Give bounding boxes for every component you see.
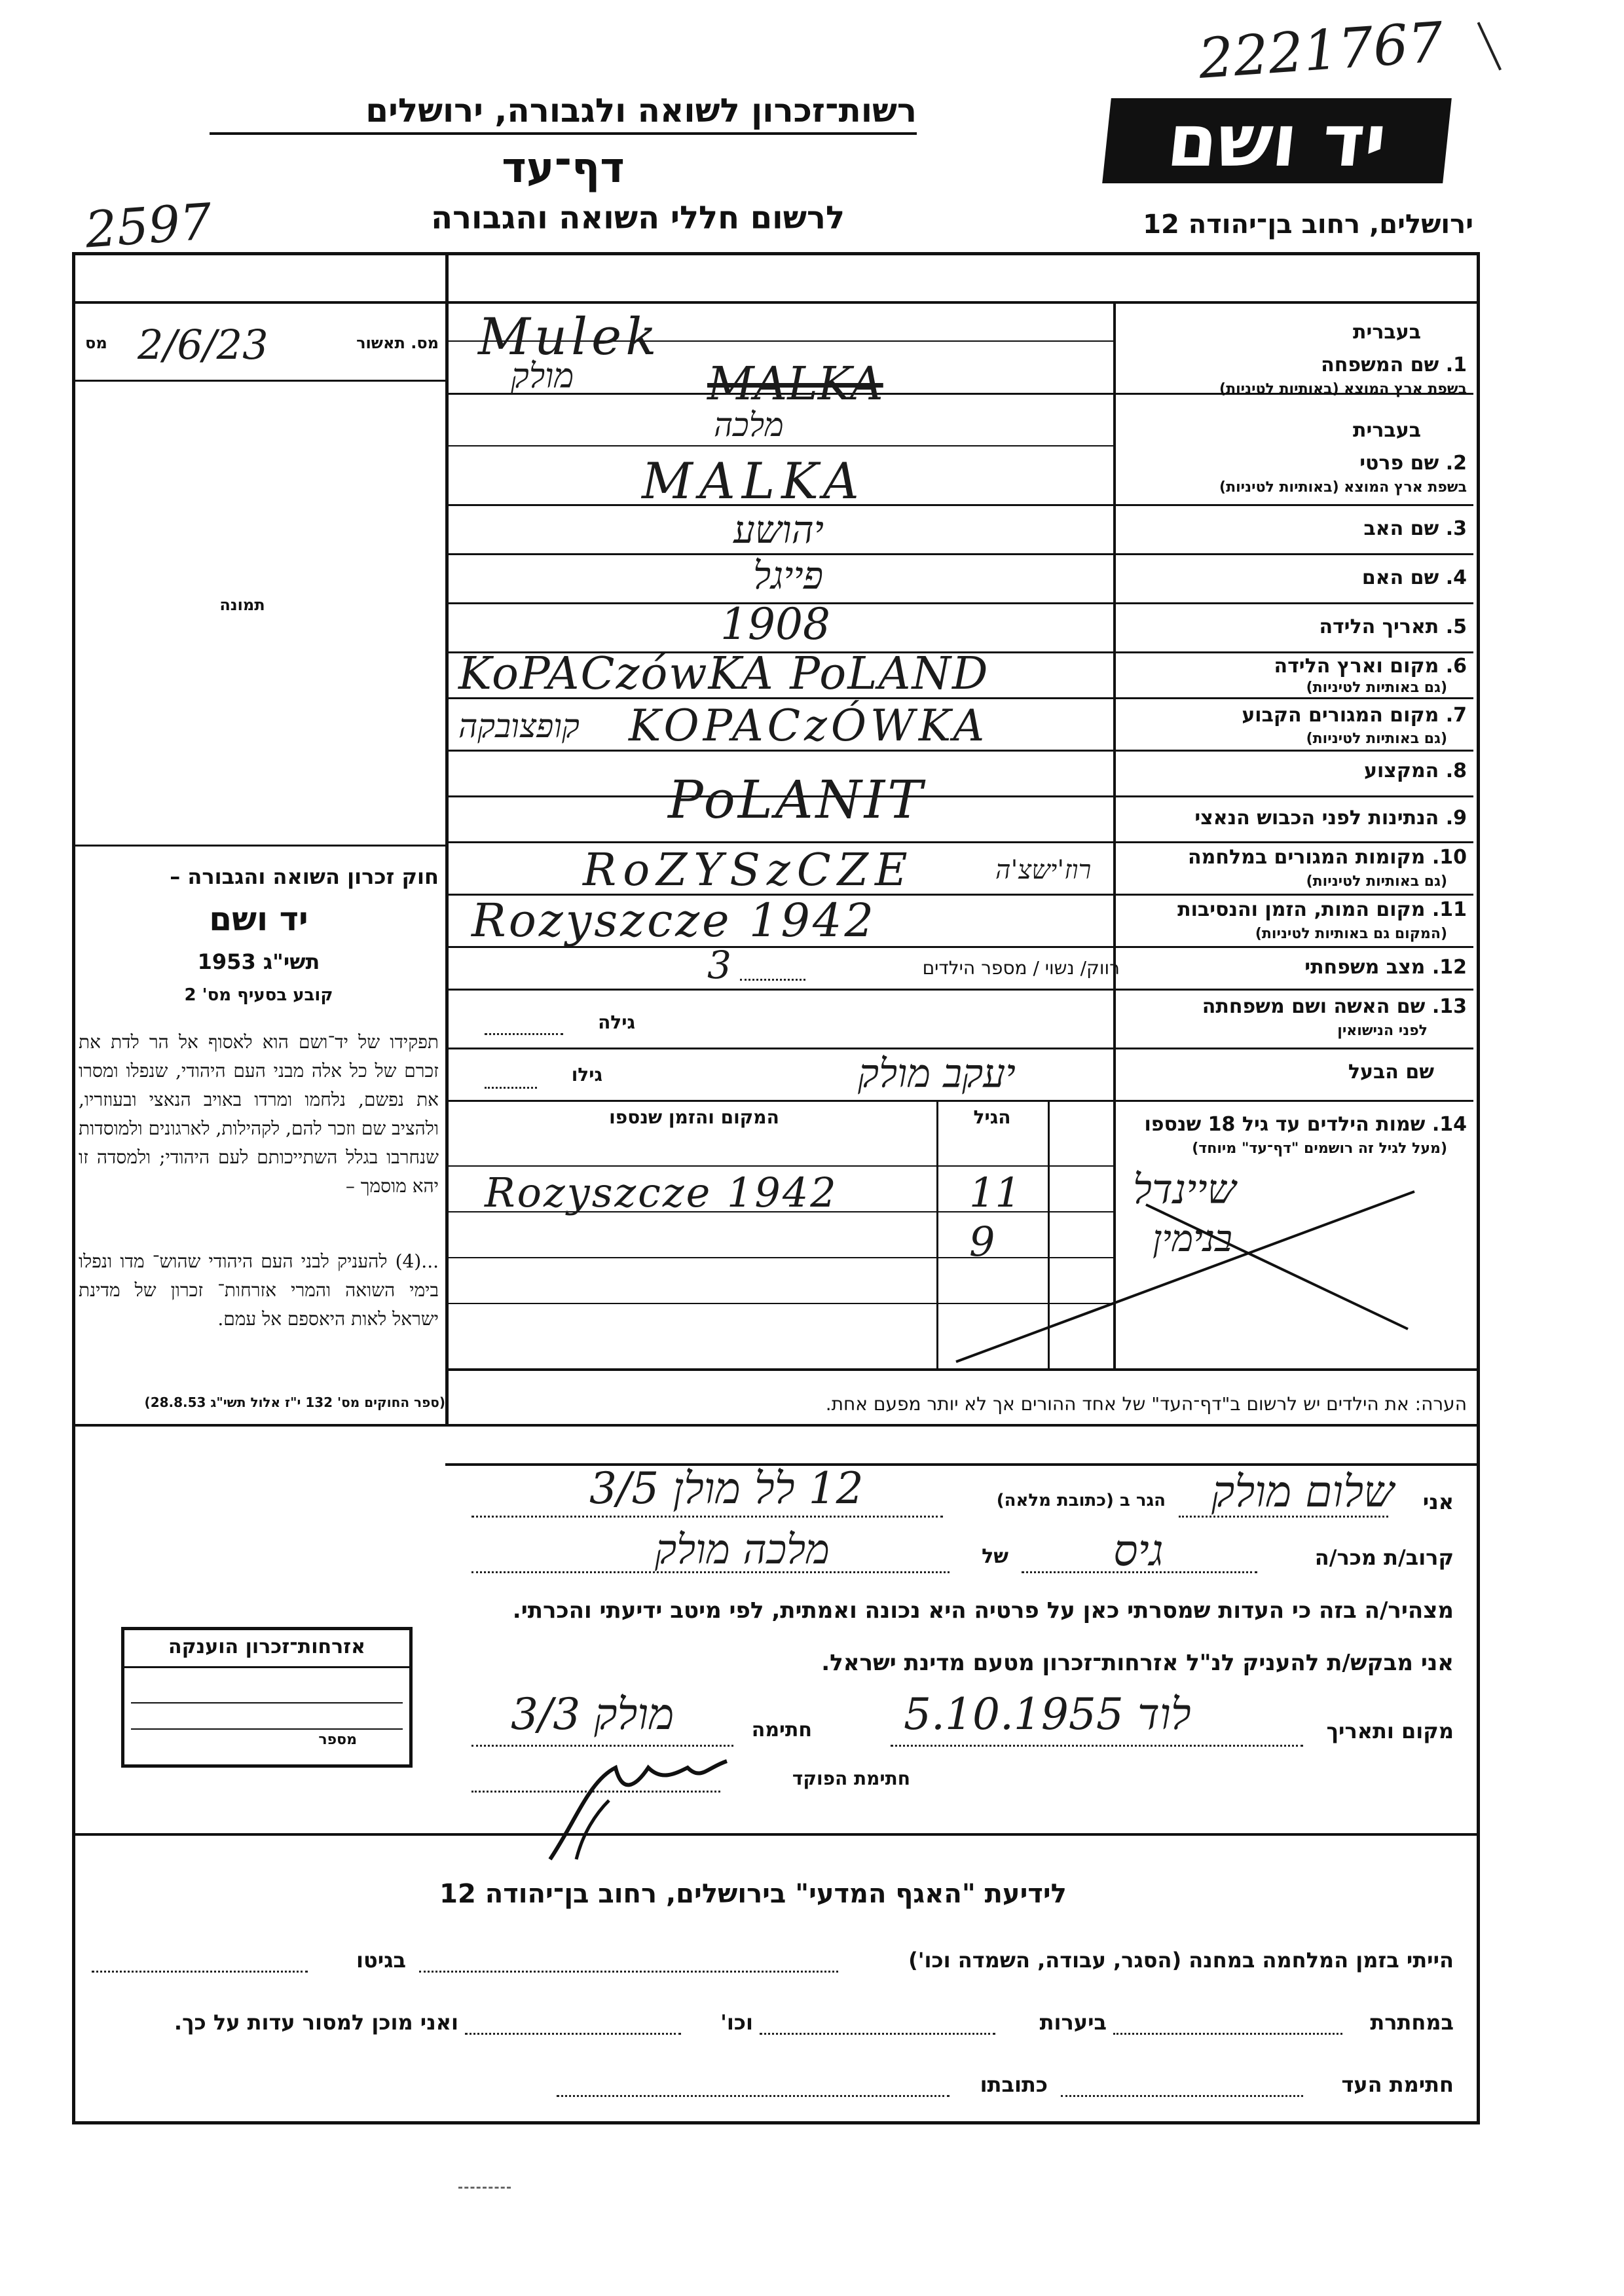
field-11-label: 11. מקום המות, הזמן והנסיבות (1177, 898, 1467, 921)
footer-witness-signature: חתימת העד (1341, 2072, 1454, 2097)
form-subtitle: לרשום חללי השואה והגבורה (431, 200, 845, 236)
field-10-value-hebrew: רוז'ישצ'ה (995, 855, 1092, 885)
ref-number-row (85, 321, 439, 373)
citizenship-box (121, 1627, 413, 1768)
corner-mark (1477, 8, 1532, 70)
field-2-value-hebrew: מלכה (714, 406, 784, 444)
field-12-label: 12. מצב משפחתי (1304, 956, 1467, 979)
field-2-label: 2. שם פרטי (1359, 452, 1467, 475)
child-1-place: Rozyszcze 1942 (485, 1169, 838, 1216)
footer-etc: וכו' (720, 2010, 753, 2035)
bottom-mark (458, 2187, 511, 2189)
field-4-value: פייגל (753, 553, 824, 598)
law-text: תפקידו של יד־ושם הוא לאסוף אל הר לדת את זכרם של כל אלה מבני העם היהודי, שנפלו ומסרו את נפשם, נלחמו ומרדו באויב הנאצי ובעוזריו, ולהציב שם וזכר להם, לקהילות, לארגונים ולמוסדות שנחרבו בגלל השתייכותם לעם היהודי; ולמסדה זו יהא מוסמך – (79, 1031, 439, 1197)
field-7-value-latin: KOPACzÓWKA (629, 701, 989, 751)
husband-age-label: גילו (571, 1064, 602, 1085)
field-13-label: 13. שם האשה ושם משפחתה (1202, 995, 1467, 1018)
footer-underground: במחתרת (1370, 2010, 1454, 2035)
officer-signature-label: חתימת הפוקד (792, 1768, 910, 1789)
decl-relation-label: קרוב/ת מכר/ה (1314, 1545, 1454, 1570)
officer-signature-scribble (537, 1741, 733, 1872)
field-10-label: 10. מקומות המגורים במלחמה (1188, 846, 1467, 869)
field-2-sub: בשפת ארץ המוצא (באותיות לטיניות) (1219, 479, 1467, 496)
signature-label: חתימה (751, 1719, 812, 1741)
field-13-sub: לפני הנישואין (1337, 1023, 1428, 1039)
decl-address-label: הגר ב (כתובת מלאה) (996, 1491, 1166, 1510)
field-1-label: 1. שם המשפחה (1321, 354, 1467, 376)
photo-label: תמונה (219, 596, 265, 614)
logo-text: יד ושם (1163, 99, 1391, 183)
field-4-label: 4. שם האם (1361, 566, 1467, 589)
ref-number-value: 2/6/23 (138, 321, 268, 369)
place-date-label: מקום ותאריך (1326, 1719, 1454, 1743)
law-year: תשי"ג 1953 (197, 949, 320, 974)
field-1-value-hebrew: מולק (511, 357, 574, 396)
footer-line-1: הייתי בזמן המלחמה במחנה (הסגר, עבודה, השמדה וכו') (908, 1948, 1454, 1973)
footer-line-1-end: בגיטו (356, 1948, 406, 1973)
ref-number-suffix: מס (85, 334, 107, 352)
signature-value: מולק 3/3 (511, 1689, 674, 1740)
field-10-value: RoZYSzCZE (583, 845, 914, 896)
child-1-name: שיינדל (1133, 1165, 1236, 1213)
address: ירושלים, רחוב בן־יהודה 12 (1143, 210, 1473, 240)
decl-address-value: 12 לל מולן 3/5 (589, 1463, 864, 1514)
field-7-label: 7. מקום המגורים הקבוע (1242, 704, 1467, 727)
child-1-age: 11 (969, 1169, 1021, 1216)
field-3-value: יהושע (733, 507, 824, 552)
side-number: 2597 (83, 192, 214, 259)
husband-label: שם הבעל (1348, 1061, 1434, 1084)
field-11-sub: (המקום גם באותיות לטיניות) (1255, 926, 1447, 942)
citizenship-box-number: מספר (318, 1732, 357, 1748)
field-5-value: 1908 (720, 599, 830, 649)
footer-forests: ביערות (1039, 2010, 1107, 2035)
field-6-sub: (גם באותיות לטיניות) (1306, 680, 1447, 696)
field-9-value: PoLANIT (668, 769, 925, 830)
law-title: חוק זכרון השואה והגבורה – (170, 864, 439, 889)
field-14-label: 14. שמות הילדים עד גיל 18 שנספו (1144, 1113, 1467, 1136)
authority-title: רשות־זכרון לשואה ולגבורה, ירושלים (210, 92, 917, 135)
citizenship-box-title: אזרחות־זכרון הוענקה (168, 1635, 366, 1658)
footer-address: כתובתו (980, 2072, 1048, 2097)
field-1-value-latin: Mulek (478, 308, 661, 367)
note: הערה: את הילדים יש לרשום ב"דף־העד" של אחד ההורים אך לא יותר מפעם אחת. (825, 1393, 1467, 1415)
children-age-col: הגיל (973, 1106, 1011, 1128)
decl-relation-value: גיס (1113, 1525, 1164, 1576)
footer-testimony: ואני מוכן למסור עדות על כך. (174, 2010, 458, 2035)
field-1-value-crossed: MALKA (707, 357, 883, 410)
footer-title: לידיעת "האגף המדעי" בירושלים, רחוב בן־יהודה 12 (439, 1879, 1067, 1909)
field-7-sub: (גם באותיות לטיניות) (1306, 731, 1447, 747)
field-1-sub: בשפת ארץ המוצא (באותיות לטיניות) (1219, 381, 1467, 397)
field-3-label: 3. שם האב (1363, 517, 1467, 540)
decl-request: אני מבקש/ת להעניק לנ"ל אזרחות־זכרון מטעם מדינת ישראל. (821, 1650, 1454, 1676)
decl-of-value: מלכה מולק (655, 1525, 830, 1573)
in-hebrew-2: בעברית (1353, 419, 1421, 442)
child-2-name: בנימין (1153, 1218, 1233, 1260)
law-reference: (ספר החוקים מס' 132 י"ז אלול תשי"ג 28.8.53) (144, 1394, 445, 1410)
child-2-age: 9 (969, 1218, 995, 1266)
field-12-value: 3 (707, 943, 731, 987)
field-6-label: 6. מקום וארץ הלידה (1274, 655, 1467, 678)
field-14-sub: (מעל לגיל זה רושמים "דף־עד" מיוחד) (1192, 1140, 1447, 1157)
decl-statement: מצהיר/ה בזה כי העדות שמסרתי כאן על פרטיה היא נכונה ואמתית, לפי מיטב ידיעתי והכרתי. (512, 1597, 1454, 1624)
field-12-options: רווק/ נשוי / מספר הילדים (922, 957, 1120, 979)
field-2-value-latin: MALKA (642, 452, 866, 510)
yad-vashem-logo (1102, 98, 1452, 183)
decl-i-label: אני (1422, 1489, 1454, 1514)
law-name: יד ושם (209, 900, 308, 938)
children-place-col: המקום והזמן שנספו (609, 1106, 779, 1128)
field-6-value: KoPACzówKA PoLAND (458, 648, 989, 700)
field-13-age-label: גילה (598, 1011, 635, 1033)
law-section: קובע בסעיף מס' 2 (184, 985, 333, 1005)
decl-i-value: שלום מולק (1211, 1467, 1394, 1517)
field-10-sub: (גם באותיות לטיניות) (1306, 873, 1447, 890)
field-11-value: Rozyszcze 1942 (471, 894, 876, 947)
field-9-label: 9. הנתינות לפני הכבוש הנאצי (1194, 807, 1467, 829)
children-cross-out (950, 1178, 1421, 1375)
in-hebrew-1: בעברית (1353, 321, 1421, 344)
archive-number: 2221767 (1196, 10, 1446, 91)
form-title: דף־עד (502, 144, 625, 192)
ref-number-label: מס. תאשור (356, 334, 439, 352)
field-7-value-hebrew: קופצובקה (458, 707, 580, 745)
law-text-2: ...(4) להעניק לבני העם היהודי שהוש־ מדו ונפלו בימי השואה והמרי אזרחות־ זכרון של מדינת ישראל לאות היאספם אל עמם. (79, 1250, 439, 1330)
field-8-label: 8. המקצוע (1364, 759, 1467, 782)
decl-of-label: של (982, 1545, 1008, 1568)
place-date-value: לוד 5.10.1955 (904, 1689, 1191, 1740)
husband-value: יעקב מולק (858, 1051, 1016, 1097)
field-5-label: 5. תאריך הלידה (1319, 615, 1467, 638)
